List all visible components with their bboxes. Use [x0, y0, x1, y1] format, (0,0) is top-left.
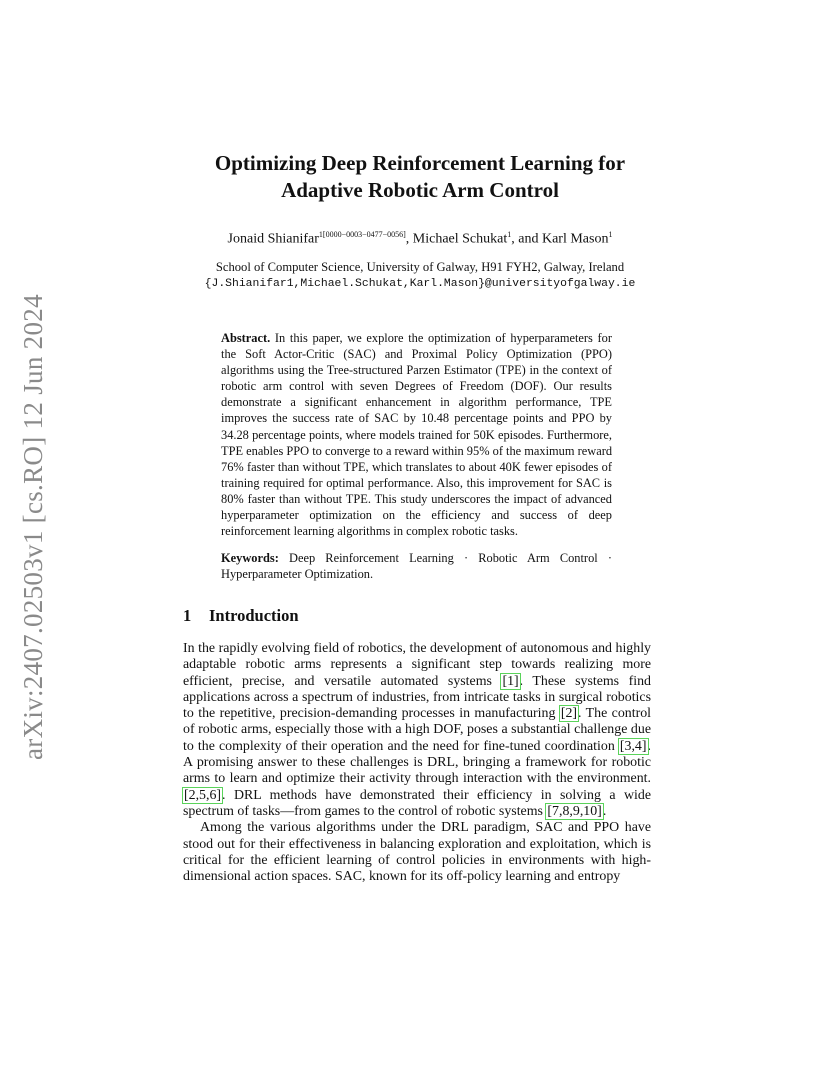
paragraph-2: Among the various algorithms under the DRL paradigm, SAC and PPO have stood out for their effectiveness in balancing exploration and exploitation, which is critical for the efficient learning of control policies in environments with high-dimensional action spaces. SAC, known for its off-policy learning and entropy: [183, 820, 651, 885]
email-link[interactable]: {J.Shianifar1,Michael.Schukat,Karl.Mason}@universityofgalway.ie: [204, 278, 636, 290]
keywords: [221, 550, 612, 582]
title-line-2: Adaptive Robotic Arm Control: [281, 178, 559, 202]
arxiv-stamp-text: arXiv:2407.02503v1 [cs.RO] 12 Jun 2024: [18, 294, 48, 760]
paragraph-text: . DRL methods have demonstrated their efficiency in solving a wide spectrum of tasks—from games to the control of robotic systems: [183, 787, 651, 819]
paragraph-text: . These systems find applications across a spectrum of industries, from intricate tasks in surgical robotics to the repetitive, precision-demanding processes in manufacturing: [183, 673, 651, 722]
title-line-1: Optimizing Deep Reinforcement Learning for: [214, 151, 626, 175]
citation-link[interactable]: [2,5,6]: [184, 787, 222, 803]
abstract-text: In this paper, we explore the optimization of hyperparameters for the Soft Actor-Critic (SAC) and Proximal Policy Optimization (PPO) algorithms using the Tree-structured Parzen Estimator (TPE) in the context of robotic arm control with seven Degrees of Freedom (DOF). Our results demonstrate a significant enhancement in algorithm performance, TPE improves the success rate of SAC by 10.48 percentage points and PPO by 34.28 percentage points, where models trained for 50K episodes. Furthermore, TPE enables PPO to converge to a reward within 95% of the maximum reward 76% faster than without TPE, which translates to about 40K fewer episodes of training required for optimal performance. Also, this improvement for SAC is 80% faster than without TPE. This study underscores the impact of advanced hyperparameter optimization on the efficiency and success of deep reinforcement learning algorithms in complex robotic tasks.: [221, 331, 613, 539]
author-1: Jonaid Shianifar: [227, 231, 319, 247]
paper-title: [140, 150, 700, 204]
author-2-affil: 1: [507, 230, 512, 239]
section-number: 1: [183, 606, 192, 625]
paragraph-text: In the rapidly evolving field of robotics, the development of autonomous and highly adaptable robotic arms represents a significant step towards realizing more efficient, precise, and versatile automated systems: [183, 641, 651, 689]
paragraph-1: [183, 641, 651, 820]
citation-link[interactable]: [1]: [502, 673, 519, 689]
affiliation-block: [120, 259, 720, 293]
citation-link[interactable]: [7,8,9,10]: [547, 803, 602, 819]
keywords-text: Deep Reinforcement Learning · Robotic Arm Control · Hyperparameter Optimization.: [221, 551, 612, 582]
author-3: , and Karl Mason: [511, 231, 609, 247]
arxiv-stamp: [4, 290, 64, 760]
author-list: [120, 230, 720, 248]
abstract-label: Abstract.: [221, 331, 271, 345]
author-1-orcid: 1[0000−0003−0477−0056]: [318, 230, 406, 239]
paragraph-text: .: [602, 803, 607, 819]
abstract: [221, 330, 612, 539]
citation-link[interactable]: [2]: [560, 706, 578, 722]
affiliation: School of Computer Science, University of Galway, H91 FYH2, Galway, Ireland: [215, 260, 625, 274]
paragraph-text: . The control of robotic arms, especially those with a high DOF, poses a substantial challenge due to the complexity of their operation and the need for fine-tuned coordination: [183, 706, 652, 754]
section-title: Introduction: [209, 606, 299, 625]
paragraph-text: . A promising answer to these challenges is DRL, bringing a framework for robotic arms to learn and optimize their activity through interaction with the environment.: [183, 738, 651, 787]
author-2: , Michael Schukat: [405, 231, 508, 247]
citation-link[interactable]: [3,4]: [619, 738, 647, 754]
body-text: [183, 641, 651, 885]
section-heading: [183, 606, 299, 626]
keywords-label: Keywords:: [221, 551, 279, 565]
author-3-affil: 1: [608, 230, 613, 239]
